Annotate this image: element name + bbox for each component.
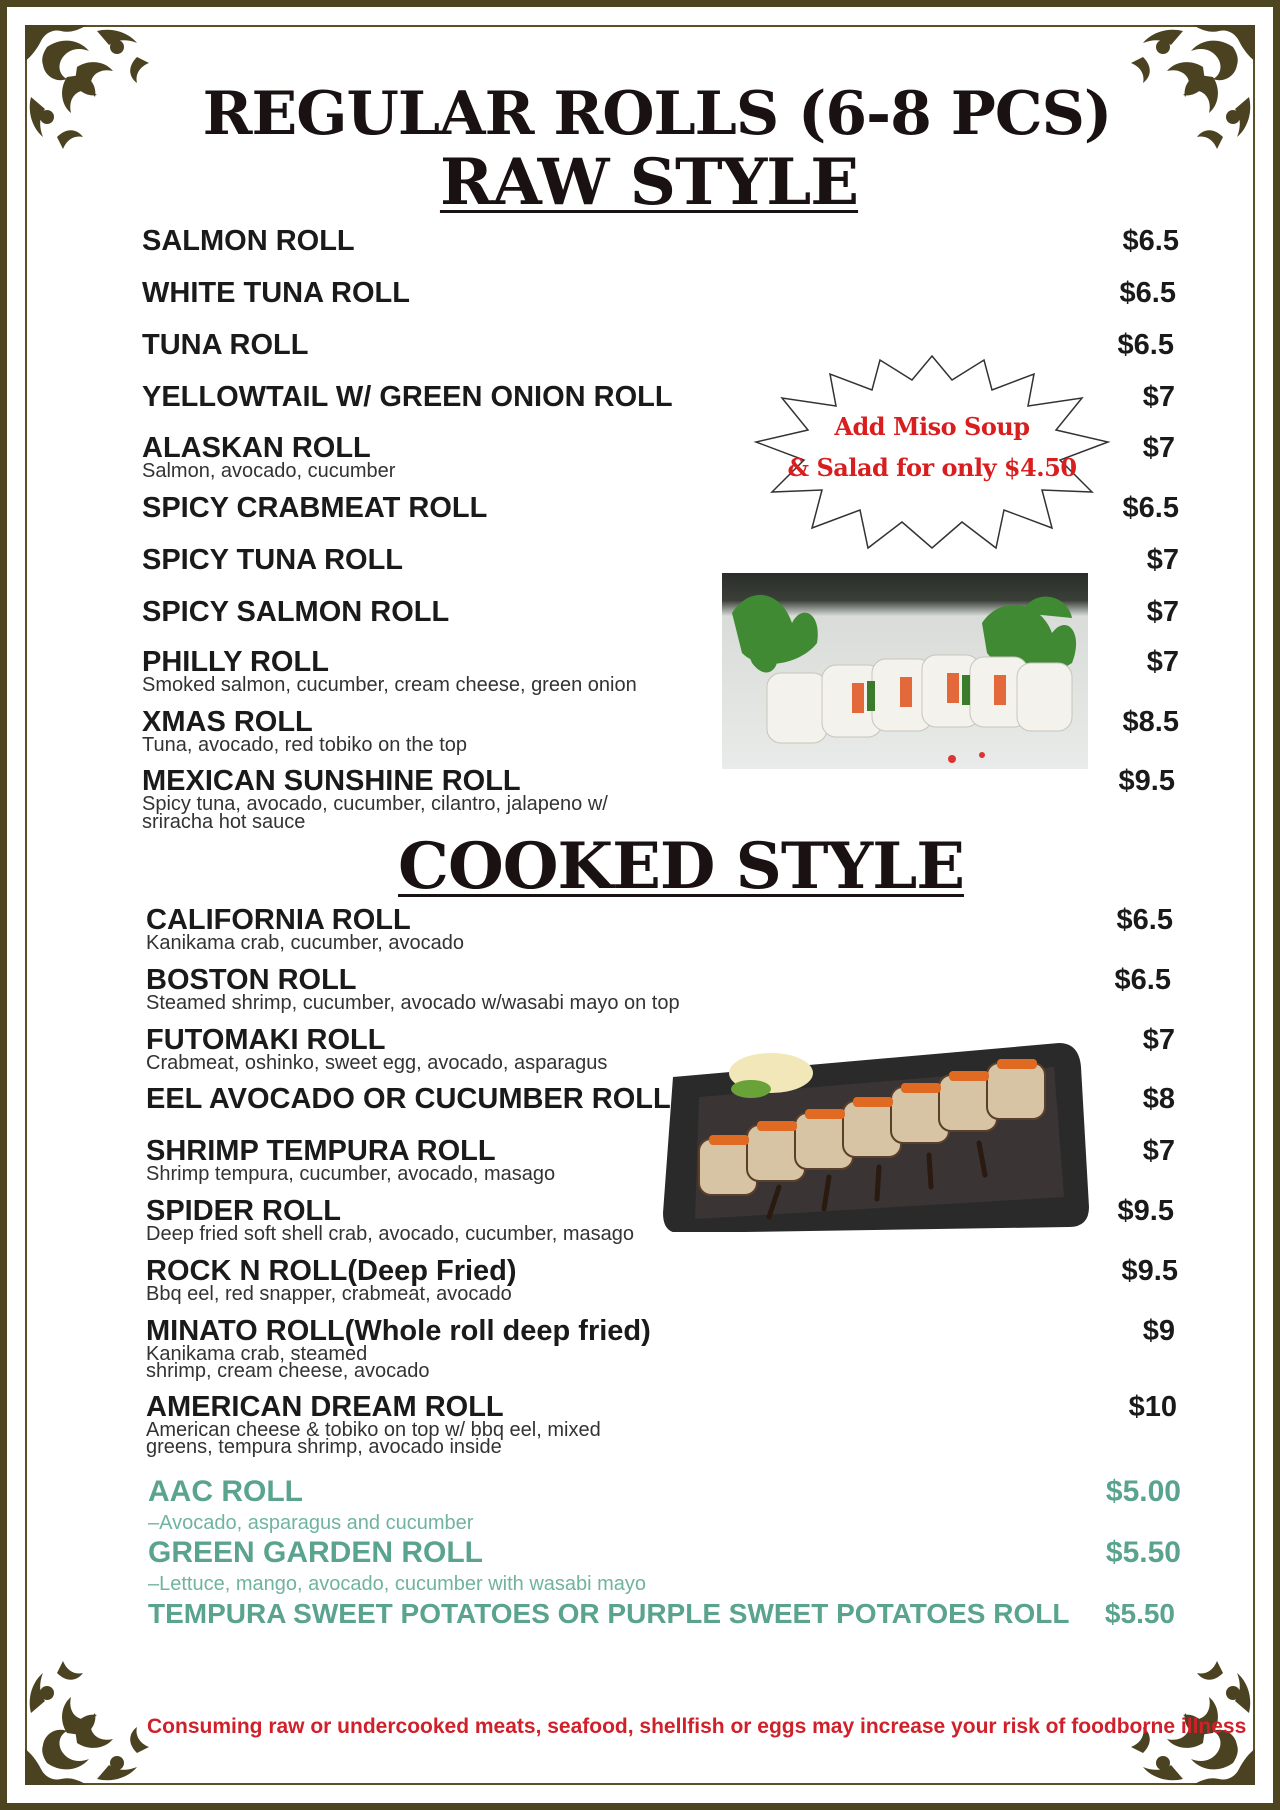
cooked-item-name: AMERICAN DREAM ROLL [146,1391,504,1423]
cooked-roll-photo [659,1037,1091,1232]
veg-item-price: $5.50 [1104,1598,1175,1629]
raw-item-price: $9.5 [1118,765,1175,797]
cooked-style-heading: COOKED STYLE [398,829,964,904]
raw-item-price: $8.5 [1122,706,1179,738]
cooked-item-name: EEL AVOCADO OR CUCUMBER ROLL [146,1083,671,1115]
cooked-item-price: $9.5 [1121,1255,1178,1287]
raw-item-name: WHITE TUNA ROLL [142,277,410,309]
raw-item-name: SALMON ROLL [142,225,355,257]
cooked-item-price: $6.5 [1116,904,1173,936]
raw-item-price: $6.5 [1119,277,1176,309]
cooked-item-name: ROCK N ROLL(Deep Fried) [146,1255,517,1287]
raw-item-name: TUNA ROLL [142,329,309,361]
veg-item-name: AAC ROLL [148,1475,303,1508]
veg-item-desc: –Avocado, asparagus and cucumber [148,1512,474,1534]
raw-item-price: $7 [1146,646,1179,678]
corner-ornament-icon [17,1643,167,1793]
veg-item-name: GREEN GARDEN ROLL [148,1536,484,1569]
cooked-item-name: MINATO ROLL(Whole roll deep fried) [146,1315,651,1347]
raw-style-heading: RAW STYLE [439,145,859,220]
cooked-item-name: SHRIMP TEMPURA ROLL [146,1135,496,1167]
food-safety-warning: Consuming raw or undercooked meats, seafood, shellfish or eggs may increase your risk of foodborne illness [147,1715,1247,1738]
salmon-roll-photo [722,573,1088,769]
cooked-item-price: $10 [1128,1391,1177,1423]
cooked-item-name: SPIDER ROLL [146,1195,341,1227]
raw-item-price: $7 [1146,544,1179,576]
cooked-item-price: $8 [1142,1083,1175,1115]
cooked-item-name: BOSTON ROLL [146,964,357,996]
cooked-item-price: $9 [1142,1315,1175,1347]
cooked-item-desc-line-2: greens, tempura shrimp, avocado inside [146,1436,502,1458]
promo-line-2: & Salad for only $4.50 [787,453,1077,482]
cooked-item-desc: Kanikama crab, steamed [146,1343,368,1365]
raw-item-name: SPICY CRABMEAT ROLL [142,492,488,524]
raw-item-price: $7 [1142,432,1175,464]
raw-item-name: MEXICAN SUNSHINE ROLL [142,765,521,797]
cooked-item-price: $7 [1142,1135,1175,1167]
cooked-item-desc-line-2: shrimp, cream cheese, avocado [146,1360,430,1382]
raw-item-price: $6.5 [1117,329,1174,361]
cooked-item-price: $6.5 [1114,964,1171,996]
menu-title: REGULAR ROLLS (6-8 PCS) [202,79,1112,149]
cooked-item-price: $9.5 [1117,1195,1174,1227]
promo-line-1: Add Miso Soup [834,412,1030,441]
cooked-item-desc: Crabmeat, oshinko, sweet egg, avocado, asparagus [146,1052,608,1074]
raw-item-price: $7 [1146,596,1179,628]
raw-item-desc: Spicy tuna, avocado, cucumber, cilantro, jalapeno w/ [142,793,608,815]
cooked-item-name: CALIFORNIA ROLL [146,904,411,936]
cooked-item-desc: Steamed shrimp, cucumber, avocado w/wasabi mayo on top [146,992,680,1014]
raw-item-price: $7 [1142,381,1175,413]
veg-item-price: $5.00 [1105,1475,1181,1508]
raw-item-name: ALASKAN ROLL [142,432,371,464]
cooked-item-desc: Deep fried soft shell crab, avocado, cucumber, masago [146,1223,635,1245]
raw-item-price: $6.5 [1122,492,1179,524]
raw-item-desc: Salmon, avocado, cucumber [142,460,396,482]
raw-item-name: PHILLY ROLL [142,646,329,678]
cooked-item-price: $7 [1142,1024,1175,1056]
raw-item-price: $6.5 [1122,225,1179,257]
raw-item-name: SPICY TUNA ROLL [142,544,404,576]
raw-item-name: YELLOWTAIL W/ GREEN ONION ROLL [142,381,673,413]
cooked-item-desc: Bbq eel, red snapper, crabmeat, avocado [146,1283,512,1305]
veg-item-name: TEMPURA SWEET POTATOES OR PURPLE SWEET POTATOES ROLL [148,1598,1070,1629]
cooked-item-desc: Shrimp tempura, cucumber, avocado, masago [146,1163,556,1185]
raw-item-name: XMAS ROLL [142,706,313,738]
veg-item-price: $5.50 [1105,1536,1181,1569]
raw-item-desc-line-2: sriracha hot sauce [142,811,306,833]
cooked-item-desc: Kanikama crab, cucumber, avocado [146,932,464,954]
raw-item-desc: Smoked salmon, cucumber, cream cheese, green onion [142,674,637,696]
cooked-item-desc: American cheese & tobiko on top w/ bbq eel, mixed [146,1419,601,1441]
raw-item-desc: Tuna, avocado, red tobiko on the top [142,734,468,756]
raw-item-name: SPICY SALMON ROLL [142,596,450,628]
cooked-item-name: FUTOMAKI ROLL [146,1024,386,1056]
veg-item-desc: –Lettuce, mango, avocado, cucumber with wasabi mayo [148,1573,647,1595]
